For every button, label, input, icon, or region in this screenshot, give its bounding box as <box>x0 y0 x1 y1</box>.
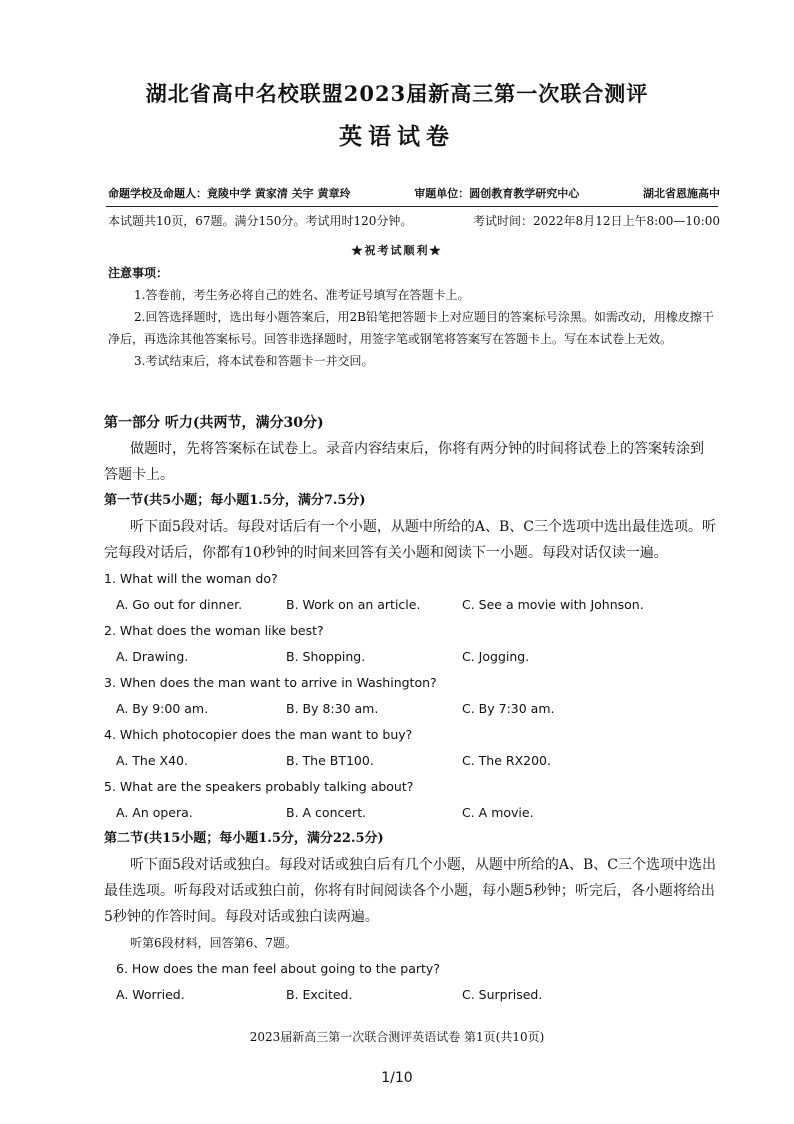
option: A. An opera. <box>116 805 193 820</box>
part1-intro: 做题时，先将答案标在试卷上。录音内容结束后，你将有两分钟的时间将试卷上的答案转涂到答题卡上。 <box>104 441 704 483</box>
part1 <box>104 410 716 1008</box>
notice-block <box>108 262 716 372</box>
notice-item: 3.考试结束后，将本试卷和答题卡一并交回。 <box>134 354 374 368</box>
question: 5. What are the speakers probably talking about? <box>104 779 414 794</box>
options-row <box>104 644 716 670</box>
option: B. Shopping. <box>286 649 366 664</box>
question: 6. How does the man feel about going to the party? <box>116 961 440 976</box>
option: A. Worried. <box>116 987 185 1002</box>
option: A. Go out for dinner. <box>116 597 243 612</box>
option: B. Work on an article. <box>286 597 421 612</box>
option: A. By 9:00 am. <box>116 701 209 716</box>
option: C. Surprised. <box>462 987 543 1002</box>
page-number: 1/10 <box>381 1070 413 1086</box>
notice-item: 1.答卷前，考生务必将自己的姓名、准考证号填写在答题卡上。 <box>134 288 470 302</box>
option: B. A concert. <box>286 805 367 820</box>
section1-heading: 第一节(共5小题；每小题1.5分，满分7.5分) <box>104 493 366 508</box>
options-row <box>104 800 716 826</box>
part1-heading: 第一部分 听力(共两节，满分30分) <box>104 415 324 431</box>
option: B. By 8:30 am. <box>286 701 379 716</box>
options-row <box>104 696 716 722</box>
exam-title: 湖北省高中名校联盟2023届新高三第一次联合测评 <box>145 81 649 106</box>
exam-time: 考试时间：2022年8月12日上午8:00—10:00 <box>473 214 720 228</box>
exam-info: 本试题共10页，67题。满分150分。考试用时120分钟。 <box>108 214 413 228</box>
section1-intro: 听下面5段对话。每段对话后有一个小题，从题中所给的A、B、C三个选项中选出最佳选项。听完每段对话后，你都有10秒钟的时间来回答有关小题和阅读下一小题。每段对话仅读一遍。 <box>104 519 717 561</box>
exam-info-line <box>108 212 720 229</box>
question: 3. When does the man want to arrive in Washington? <box>104 675 437 690</box>
section2-heading: 第二节(共15小题；每小题1.5分，满分22.5分) <box>104 831 384 846</box>
author-info: 命题学校及命题人：竟陵中学 黄家清 关宇 黄章玲 <box>108 187 351 200</box>
section2-intro: 听下面5段对话或独白。每段对话或独白后有几个小题，从题中所给的A、B、C三个选项中选出最佳选项。听每段对话或独白前，你将有时间阅读各个小题，每小题5秒钟；听完后，各小题将给出5秒钟的作答时间。每段对话或独白读两遍。 <box>104 857 717 925</box>
question: 1. What will the woman do? <box>104 571 278 586</box>
good-luck-text: ★祝考试顺利★ <box>351 244 443 257</box>
header-divider <box>106 206 718 207</box>
option: A. The X40. <box>116 753 188 768</box>
question: 2. What does the woman like best? <box>104 623 324 638</box>
option: C. The RX200. <box>462 753 551 768</box>
options-row <box>104 748 716 774</box>
options-row <box>104 592 716 618</box>
review-unit: 审题单位：圆创教育教学研究中心 <box>414 187 580 200</box>
option: A. Drawing. <box>116 649 189 664</box>
options-row <box>104 982 716 1008</box>
option: C. A movie. <box>462 805 534 820</box>
notice-heading: 注意事项： <box>108 266 169 280</box>
notice-item: 2.回答选择题时，选出每小题答案后，用2B铅笔把答题卡上对应题目的答案标号涂黑。如需改动，用橡皮擦干净后，再选涂其他答案标号。回答非选择题时，用签字笔或钢笔将答案写在答题卡上。写在本试卷上无效。 <box>108 310 714 346</box>
question: 4. Which photocopier does the man want to buy? <box>104 727 413 742</box>
author-line <box>108 185 720 201</box>
review-school: 湖北省恩施高中 <box>643 187 720 200</box>
page-footer: 2023届新高三第一次联合测评英语试卷 第1页(共10页) <box>249 1030 545 1044</box>
option: C. Jogging. <box>462 649 530 664</box>
option: C. By 7:30 am. <box>462 701 555 716</box>
option: C. See a movie with Johnson. <box>462 597 644 612</box>
option: B. The BT100. <box>286 753 374 768</box>
option: B. Excited. <box>286 987 353 1002</box>
material-note: 听第6段材料，回答第6、7题。 <box>130 936 297 950</box>
exam-subtitle: 英语试卷 <box>339 123 455 150</box>
